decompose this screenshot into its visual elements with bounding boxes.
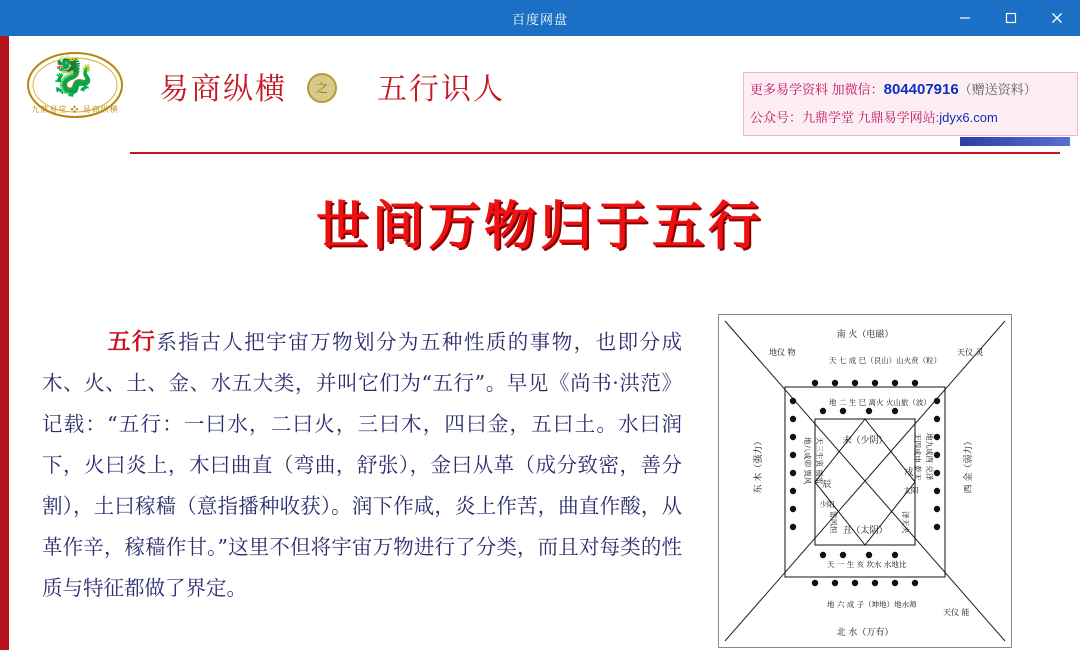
- svg-text:地九成酉 兑泽: 地九成酉 兑泽: [925, 433, 934, 481]
- logo: [21, 48, 129, 130]
- brand-title-left: 易商纵横: [159, 72, 287, 107]
- svg-text:地 六 成 子（坤地）地水师: 地 六 成 子（坤地）地水师: [827, 600, 917, 609]
- svg-text:辰: 辰: [822, 480, 832, 490]
- svg-text:天三生寅 震雷: 天三生寅 震雷: [815, 437, 824, 485]
- svg-text:丑（太阴）: 丑（太阴）: [842, 526, 888, 536]
- svg-text:少阳: 少阳: [819, 500, 835, 509]
- svg-text:地八成卯 巽风: 地八成卯 巽风: [803, 437, 812, 485]
- wuxing-bagua-diagram: [718, 314, 1012, 648]
- svg-text:天仪 能: 天仪 能: [943, 608, 970, 617]
- maximize-button[interactable]: [988, 0, 1034, 36]
- promo-wechat-number: 804407916: [883, 81, 959, 98]
- video-stage[interactable]: [0, 36, 1080, 650]
- promo-line-2: [750, 104, 1071, 132]
- svg-text:泽天夬: 泽天夬: [901, 511, 910, 534]
- logo-text: 九鼎易堂 ❖ 易商纵横: [31, 105, 119, 114]
- page-title: 世间万物归于五行: [315, 197, 764, 257]
- dragon-icon: 🐉: [49, 56, 97, 98]
- svg-text:地仪 物: 地仪 物: [769, 348, 796, 357]
- title-bar: [0, 0, 1080, 36]
- close-button[interactable]: [1034, 0, 1080, 36]
- svg-text:北 水（万有）: 北 水（万有）: [836, 628, 894, 638]
- svg-text:天四成申 乾天: 天四成申 乾天: [913, 433, 922, 481]
- seal-icon: 之: [307, 73, 337, 103]
- brand-title-right: 五行识人: [377, 72, 505, 107]
- svg-text:西 金（弱力）: 西 金（弱力）: [964, 436, 974, 494]
- svg-text:地 二 生 巳 离火 火山旅（波）: 地 二 生 巳 离火 火山旅（波）: [829, 398, 931, 407]
- minimize-button[interactable]: [942, 0, 988, 36]
- promo-box: [743, 72, 1078, 136]
- svg-text:东 木（强力）: 东 木（强力）: [754, 436, 764, 494]
- svg-text:雷风恒: 雷风恒: [829, 511, 838, 534]
- header-divider: [130, 152, 1060, 154]
- svg-text:天 一 生 亥 坎水 水地比: 天 一 生 亥 坎水 水地比: [827, 560, 907, 569]
- window-title: 百度网盘: [511, 11, 568, 27]
- svg-text:南 火（电磁）: 南 火（电磁）: [836, 330, 894, 340]
- promo-account-label: 公众号：: [750, 110, 803, 125]
- svg-text:未（少阴）: 未（少阴）: [842, 436, 888, 446]
- window-controls: [942, 0, 1080, 36]
- left-red-bar: [0, 36, 9, 650]
- promo-line-1: [750, 76, 1071, 104]
- svg-text:戌: 戌: [904, 468, 914, 478]
- promo-strip: [960, 137, 1070, 146]
- promo-website: jdyx6.com: [939, 110, 998, 125]
- promo-wechat-suffix: （赠送资料）: [958, 82, 1037, 97]
- body-paragraph: [42, 321, 682, 609]
- svg-text:天 七 成 巳（艮山）山火贲（粒）: 天 七 成 巳（艮山）山火贲（粒）: [829, 356, 942, 365]
- body-lead-word: 五行: [106, 328, 157, 355]
- body-text: 系指古人把宇宙万物划分为五种性质的事物，也即分成木、火、土、金、水五大类，并叫它们为“五行”。早见《尚书·洪范》记载：“五行：一曰水，二曰火，三曰木，四曰金，五曰土。水曰润下，火曰炎上，木曰曲直（弯曲，舒张），金曰从革（成分致密，善分割），土曰稼穑（意指播种收获）。润下作咸，炎上作苦，曲直作酸，从革作辛，稼穑作甘。”这里不但将宇宙万物进行了分类，而且对每类的性质与特征都做了界定。: [42, 330, 683, 600]
- slide-content: [0, 36, 1080, 650]
- promo-wechat-label: 更多易学资料 加微信：: [750, 82, 884, 97]
- svg-text:太阳: 太阳: [903, 486, 919, 495]
- svg-text:天仪 灵: 天仪 灵: [957, 348, 984, 357]
- promo-account-name: 九鼎学堂 九鼎易学网站:: [802, 110, 940, 125]
